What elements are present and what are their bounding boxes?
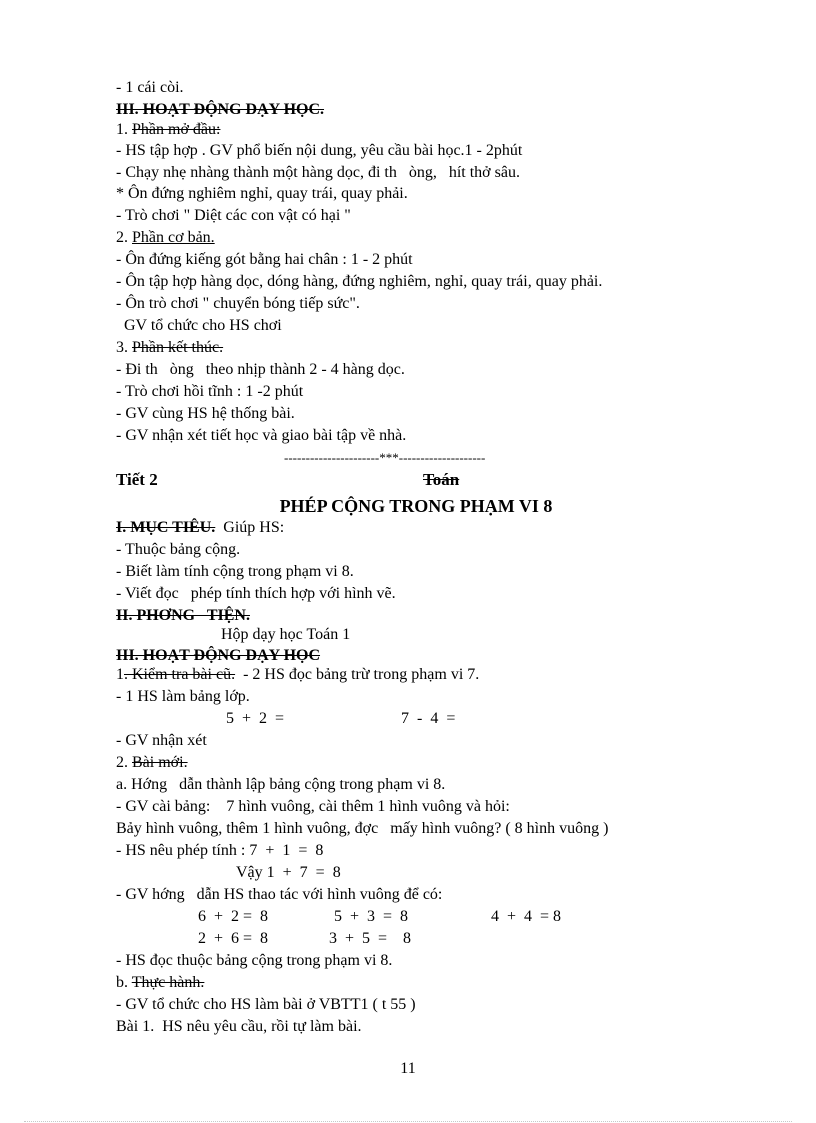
subheading: Thực hành. <box>131 974 205 991</box>
text-line: 1. Kiểm tra bài cũ. - 2 HS đọc bảng trừ trong phạm vi 7. <box>116 666 480 683</box>
text-line: - Biết làm tính cộng trong phạm vi 8. <box>116 563 354 580</box>
page-title: PHÉP CỘNG TRONG PHẠM VI 8 <box>279 496 553 516</box>
text-line: - 1 cái còi. <box>116 79 184 96</box>
text-line: - GV tổ chức cho HS làm bài ở VBTT1 ( t 55 ) <box>116 996 416 1013</box>
subheading: Bài mới. <box>132 754 188 771</box>
text-line: - Trò chơi " Diệt các con vật có hại " <box>116 207 351 224</box>
text-line: - HS tập hợp . GV phổ biến nội dung, yêu cầu bài học.1 - 2phút <box>116 142 523 159</box>
text-line: 1. Phần mở đầu: <box>116 121 221 138</box>
math-expression: 6 + 2 = 8 <box>198 908 269 925</box>
text-line: - Viết đọc phép tính thích hợp với hình vẽ. <box>116 585 396 602</box>
text-line: - GV cùng HS hệ thống bài. <box>116 405 295 422</box>
text-line: - Ôn đứng kiếng gót bằng hai chân : 1 - 2 phút <box>116 251 413 268</box>
section-heading: I. MỤC TIÊU. <box>116 519 216 536</box>
text-line: - Ôn tập hợp hàng dọc, dóng hàng, đứng nghiêm, nghỉ, quay trái, quay phải. <box>116 273 603 290</box>
math-expression: 2 + 6 = 8 <box>198 930 269 947</box>
text-line: GV tổ chức cho HS chơi <box>116 317 282 334</box>
text-line: - GV nhận xét <box>116 732 207 749</box>
subheading: Phần cơ bản. <box>132 229 215 246</box>
text-line: - HS nêu phép tính : 7 + 1 = 8 <box>116 842 324 859</box>
text-line: - GV nhận xét tiết học và giao bài tập về nhà. <box>116 427 407 444</box>
text-line: - GV cài bảng: 7 hình vuông, cài thêm 1 hình vuông và hỏi: <box>116 798 510 815</box>
text-line: - Thuộc bảng cộng. <box>116 541 241 558</box>
text-line: 2. Bài mới. <box>116 754 188 771</box>
math-expression: 5 + 2 = <box>226 710 285 727</box>
math-expression: 3 + 5 = 8 <box>329 930 412 947</box>
text-line: - Trò chơi hồi tĩnh : 1 -2 phút <box>116 383 304 400</box>
text-line: 2. Phần cơ bản. <box>116 229 215 246</box>
text-line: b. Thực hành. <box>116 974 205 991</box>
text-line: a. Hớng dẫn thành lập bảng cộng trong phạm vi 8. <box>116 776 446 793</box>
text-line: - Đi th òng theo nhịp thành 2 - 4 hàng dọc. <box>116 361 405 378</box>
text-line: 3. Phần kết thúc. <box>116 339 224 356</box>
math-expression: Vậy 1 + 7 = 8 <box>236 864 341 881</box>
text-line: - Ôn trò chơi " chuyển bóng tiếp sức". <box>116 295 360 312</box>
text-line: Hộp dạy học Toán 1 <box>221 626 351 643</box>
section-heading: III. HOẠT ĐỘNG DẠY HỌC. <box>116 101 325 118</box>
page-number: 11 <box>400 1060 416 1077</box>
subheading: Phần kết thúc. <box>132 339 224 356</box>
text-line: - 1 HS làm bảng lớp. <box>116 688 250 705</box>
text-line: - GV hớng dẫn HS thao tác với hình vuông để có: <box>116 886 443 903</box>
subheading: . Kiểm tra bài cũ. <box>124 666 236 683</box>
section-heading: III. HOẠT ĐỘNG DẠY HỌC <box>116 647 321 664</box>
math-expression: 5 + 3 = 8 <box>334 908 409 925</box>
text-line: I. MỤC TIÊU. Giúp HS: <box>116 519 285 536</box>
separator-line: ----------------------***-------------------- <box>284 450 486 465</box>
text-line: - HS đọc thuộc bảng cộng trong phạm vi 8. <box>116 952 393 969</box>
text-line: Bài 1. HS nêu yêu cầu, rồi tự làm bài. <box>116 1018 362 1035</box>
section-heading: II. PHƠNG TIỆN. <box>116 607 250 624</box>
page-border <box>24 1121 792 1122</box>
text-line: Bảy hình vuông, thêm 1 hình vuông, đợc mấy hình vuông? ( 8 hình vuông ) <box>116 820 609 837</box>
subheading: Phần mở đầu: <box>132 121 221 138</box>
subject-heading: Toán <box>423 470 460 489</box>
lesson-number: Tiết 2 <box>116 470 158 489</box>
text-line: * Ôn đứng nghiêm nghỉ, quay trái, quay phải. <box>116 185 408 202</box>
math-expression: 4 + 4 = 8 <box>491 908 562 925</box>
text-line: - Chạy nhẹ nhàng thành một hàng dọc, đi th òng, hít thở sâu. <box>116 164 520 181</box>
math-expression: 7 - 4 = <box>401 710 456 727</box>
